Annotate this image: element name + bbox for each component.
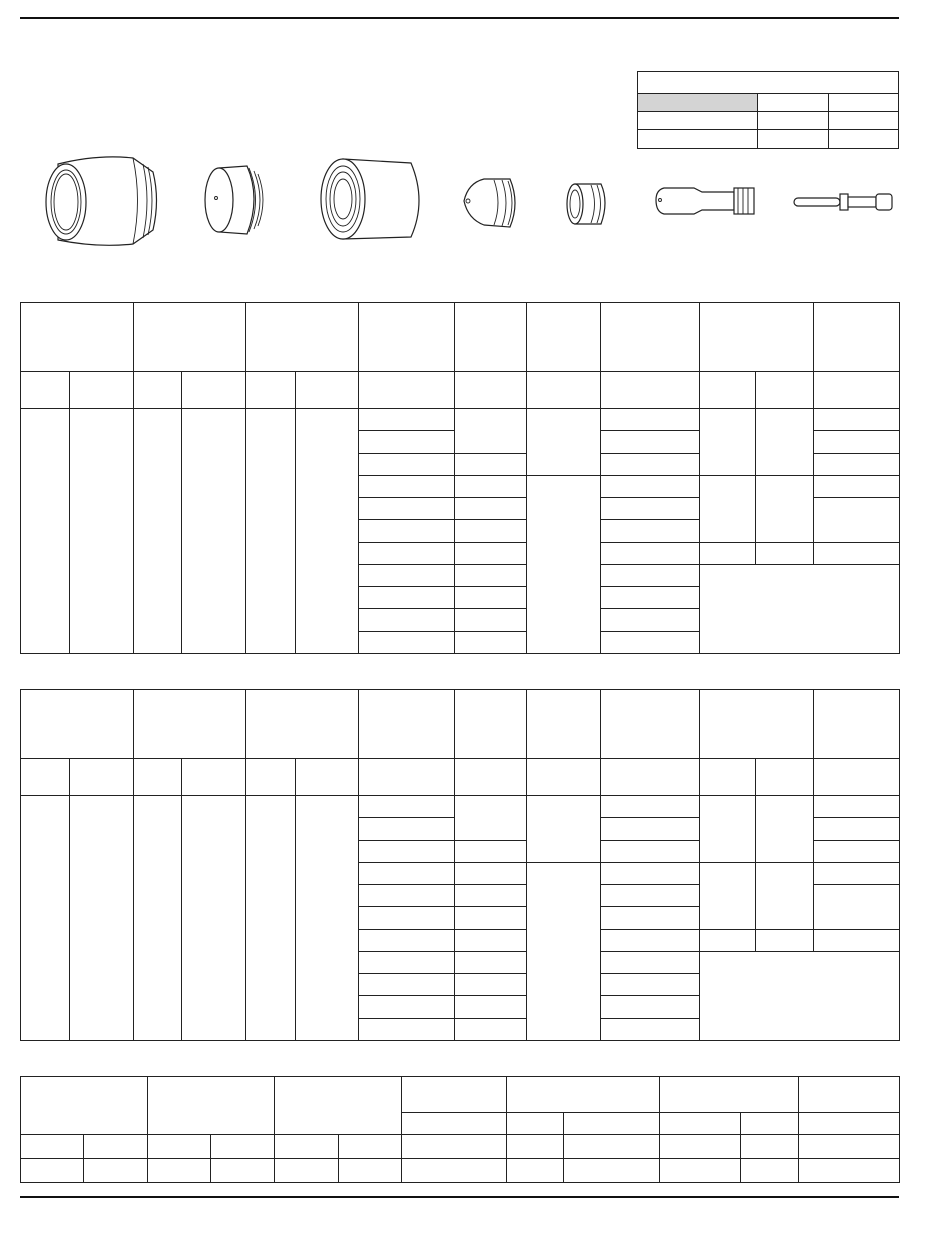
body-cell [455,840,527,862]
body-cell [455,885,527,907]
body-cell [814,409,900,431]
body-cell [564,1159,660,1183]
subheader-cell [601,758,700,795]
body-cell [814,498,900,543]
body-cell [601,796,700,818]
body-cell [359,475,455,497]
body-cell [756,862,814,929]
subheader-cell [21,371,70,408]
body-cell [21,1135,84,1159]
body-cell [21,1159,84,1183]
body-cell [700,564,900,653]
header-cell [21,690,134,759]
legend-cell [829,94,899,112]
body-cell [601,453,700,475]
body-cell [601,840,700,862]
body-cell [359,907,455,929]
body-cell [799,1159,900,1183]
body-cell [700,542,756,564]
body-cell [455,1018,527,1040]
body-cell [756,409,814,476]
body-cell [814,862,900,884]
body-cell [601,587,700,609]
body-cell [134,409,182,654]
body-cell [455,631,527,653]
body-cell [359,587,455,609]
body-cell [359,609,455,631]
body-cell [527,475,601,653]
body-cell [601,520,700,542]
body-cell [601,951,700,973]
body-cell [601,564,700,586]
body-cell [211,1135,275,1159]
subheader-cell [700,758,756,795]
body-cell [359,453,455,475]
body-cell [455,796,527,841]
body-cell [601,818,700,840]
header-cell [455,690,527,759]
header-cell [134,303,246,372]
body-cell [359,631,455,653]
subheader-cell [402,1113,507,1135]
body-cell [455,453,527,475]
subheader-cell [814,758,900,795]
body-cell [359,431,455,453]
body-cell [359,996,455,1018]
header-cell [814,303,900,372]
header-cell [455,303,527,372]
subheader-cell [527,758,601,795]
header-cell [359,303,455,372]
body-cell [601,431,700,453]
header-cell [527,303,601,372]
body-cell [455,542,527,564]
body-cell [339,1135,402,1159]
body-cell [359,974,455,996]
body-cell [211,1159,275,1183]
header-cell [660,1077,799,1113]
subheader-cell [814,371,900,408]
body-cell [660,1159,741,1183]
body-cell [359,929,455,951]
subheader-cell [70,371,134,408]
body-cell [455,409,527,454]
legend-shaded-cell [638,94,758,112]
body-cell [455,475,527,497]
body-cell [700,475,756,542]
legend-cell [638,130,758,149]
body-cell [741,1159,799,1183]
body-cell [275,1135,339,1159]
legend-cell [829,130,899,149]
legend-cell [638,112,758,130]
body-cell [21,796,70,1041]
body-cell [814,840,900,862]
body-cell [455,974,527,996]
subheader-cell [246,758,296,795]
header-cell [507,1077,660,1113]
body-cell [148,1135,211,1159]
bottom-rule [20,1196,899,1198]
body-cell [756,796,814,863]
body-cell [455,862,527,884]
subheader-cell [246,371,296,408]
swirl-ring-part [563,180,613,230]
body-cell [601,862,700,884]
body-cell [814,453,900,475]
subheader-cell [134,371,182,408]
body-cell [296,796,359,1041]
body-cell [70,796,134,1041]
header-cell [246,303,359,372]
body-cell [799,1135,900,1159]
nozzle-cap-part [199,162,269,242]
body-cell [359,542,455,564]
parts-table-2 [20,689,900,1041]
body-cell [148,1159,211,1183]
body-cell [275,1159,339,1183]
subheader-cell [601,371,700,408]
header-cell [700,690,814,759]
header-cell [527,690,601,759]
body-cell [455,498,527,520]
body-cell [700,951,900,1040]
body-cell [402,1135,507,1159]
body-cell [601,498,700,520]
body-cell [339,1159,402,1183]
body-cell [601,907,700,929]
body-cell [455,907,527,929]
body-cell [359,951,455,973]
body-cell [601,885,700,907]
legend-cell [829,112,899,130]
body-cell [601,974,700,996]
body-cell [814,885,900,930]
header-cell [700,303,814,372]
body-cell [601,1018,700,1040]
body-cell [814,431,900,453]
body-cell [70,409,134,654]
legend-header-cell [638,72,899,94]
subheader-cell [296,371,359,408]
body-cell [741,1135,799,1159]
subheader-cell [564,1113,660,1135]
body-cell [455,587,527,609]
parts-table-3 [20,1076,900,1183]
subheader-cell [182,758,246,795]
body-cell [359,796,455,818]
body-cell [601,409,700,431]
header-cell [275,1077,402,1135]
body-cell [601,475,700,497]
legend-cell [758,130,829,149]
subheader-cell [756,758,814,795]
body-cell [455,520,527,542]
legend-table [637,71,899,149]
body-cell [700,796,756,863]
body-cell [296,409,359,654]
body-cell [455,609,527,631]
body-cell [564,1135,660,1159]
subheader-cell [70,758,134,795]
body-cell [455,996,527,1018]
subheader-cell [21,758,70,795]
body-cell [359,520,455,542]
body-cell [455,564,527,586]
body-cell [359,862,455,884]
body-cell [527,409,601,476]
body-cell [601,609,700,631]
subheader-cell [527,371,601,408]
top-rule [20,17,899,19]
body-cell [359,818,455,840]
body-cell [507,1159,564,1183]
subheader-cell [455,371,527,408]
body-cell [359,409,455,431]
header-cell [601,303,700,372]
body-cell [700,409,756,476]
subheader-cell [507,1113,564,1135]
retaining-cap-part [315,155,435,245]
body-cell [814,475,900,497]
body-cell [359,885,455,907]
subheader-cell [741,1113,799,1135]
header-cell [359,690,455,759]
header-cell [402,1077,507,1113]
body-cell [21,409,70,654]
body-cell [246,409,296,654]
subheader-cell [700,371,756,408]
legend-cell [758,94,829,112]
body-cell [246,796,296,1041]
body-cell [84,1135,148,1159]
water-tube-part [790,188,900,218]
body-cell [700,862,756,929]
electrode-part [650,178,760,228]
subheader-cell [182,371,246,408]
body-cell [455,929,527,951]
body-cell [756,929,814,951]
header-cell [814,690,900,759]
body-cell [507,1135,564,1159]
body-cell [359,498,455,520]
nozzle-part [458,175,523,235]
body-cell [182,409,246,654]
subheader-cell [359,371,455,408]
subheader-cell [296,758,359,795]
body-cell [756,542,814,564]
header-cell [799,1077,900,1113]
subheader-cell [756,371,814,408]
body-cell [601,996,700,1018]
parts-table-1 [20,302,900,654]
body-cell [814,796,900,818]
body-cell [359,840,455,862]
body-cell [182,796,246,1041]
body-cell [601,542,700,564]
body-cell [527,796,601,863]
body-cell [84,1159,148,1183]
body-cell [660,1135,741,1159]
body-cell [455,951,527,973]
body-cell [814,542,900,564]
subheader-cell [799,1113,900,1135]
subheader-cell [455,758,527,795]
body-cell [756,475,814,542]
header-cell [246,690,359,759]
body-cell [814,929,900,951]
body-cell [402,1159,507,1183]
subheader-cell [134,758,182,795]
subheader-cell [660,1113,741,1135]
body-cell [601,631,700,653]
header-cell [21,1077,148,1135]
header-cell [21,303,134,372]
shield-part [38,152,168,252]
header-cell [601,690,700,759]
header-cell [134,690,246,759]
body-cell [601,929,700,951]
body-cell [359,564,455,586]
header-cell [148,1077,275,1135]
body-cell [359,1018,455,1040]
body-cell [814,818,900,840]
body-cell [527,862,601,1040]
body-cell [700,929,756,951]
subheader-cell [359,758,455,795]
legend-cell [758,112,829,130]
body-cell [134,796,182,1041]
